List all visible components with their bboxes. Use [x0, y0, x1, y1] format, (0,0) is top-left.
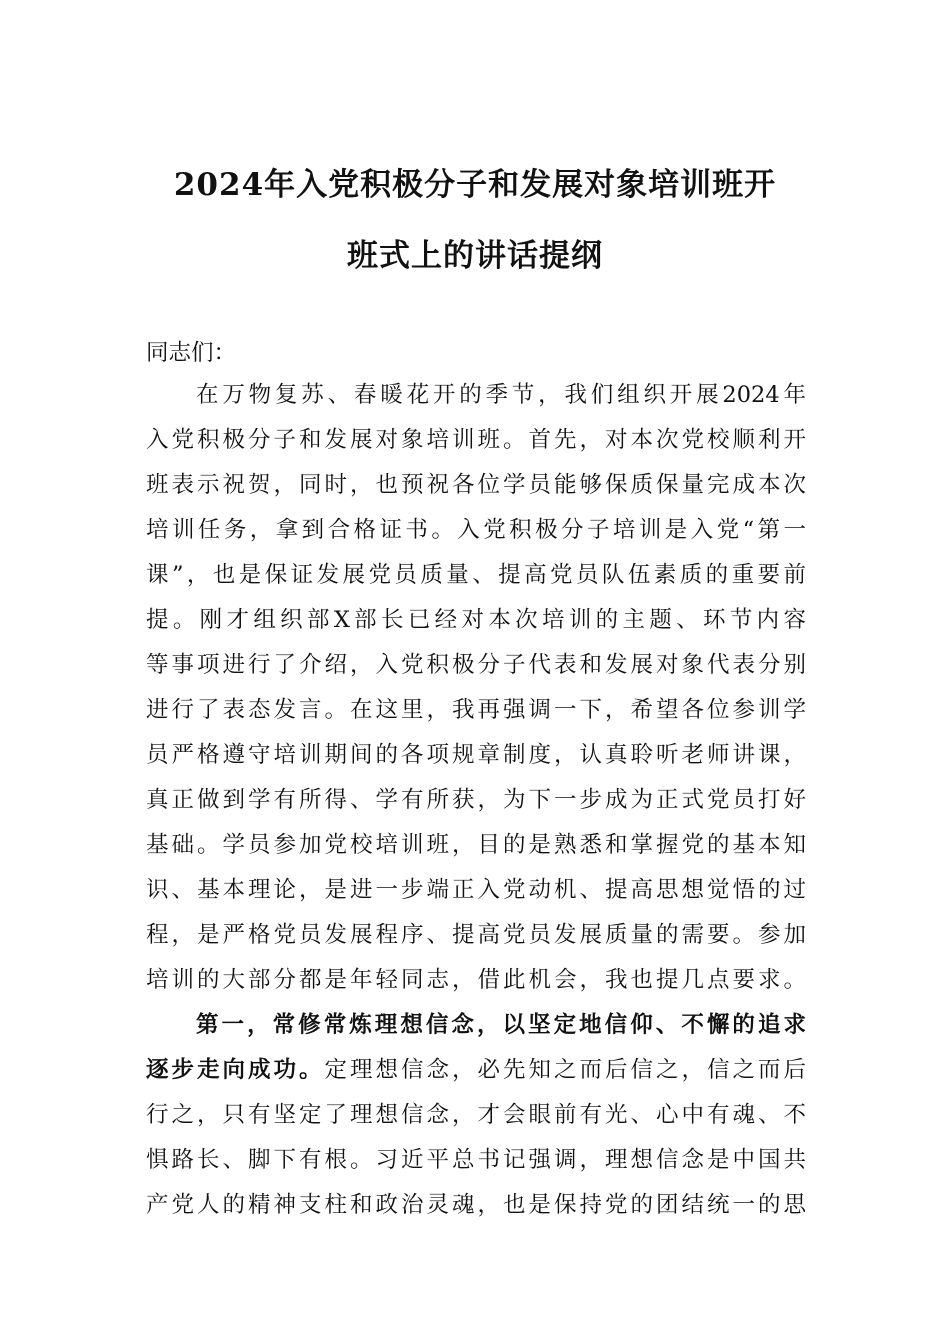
paragraph-2-line: 产党人的精神支柱和政治灵魂，也是保持党的团结统一的思	[146, 1192, 806, 1218]
paragraph-1-line: 提。刚才组织部X部长已经对本次培训的主题、环节内容	[146, 607, 806, 633]
paragraph-1-line: 等事项进行了介绍，入党积极分子代表和发展对象代表分别	[146, 652, 806, 678]
paragraph-1-line: 真正做到学有所得、学有所获，为下一步成为正式党员打好	[146, 787, 806, 813]
paragraph-2-line: 惧路长、脚下有根。习近平总书记强调，理想信念是中国共	[146, 1147, 806, 1173]
paragraph-1-line: 基础。学员参加党校培训班，目的是熟悉和掌握党的基本知	[146, 832, 806, 858]
document-title-line-1: 2024年入党积极分子和发展对象培训班开	[173, 167, 777, 203]
paragraph-1-line: 程，是严格党员发展程序、提高党员发展质量的需要。参加	[146, 922, 806, 948]
paragraph-1-line: 培训的大部分都是年轻同志，借此机会，我也提几点要求。	[146, 967, 806, 993]
paragraph-1-line: 在万物复苏、春暖花开的季节，我们组织开展2024年	[196, 382, 806, 408]
paragraph-2-heading-end: 逐步走向成功。	[146, 1057, 325, 1083]
paragraph-1-line: 班表示祝贺，同时，也预祝各位学员能够保质保量完成本次	[146, 472, 806, 498]
paragraph-2-heading: 第一，常修常炼理想信念，以坚定地信仰、不懈的追求	[196, 1012, 806, 1038]
paragraph-1-line: 课”，也是保证发展党员质量、提高党员队伍素质的重要前	[146, 562, 806, 588]
paragraph-1-line: 员严格遵守培训期间的各项规章制度，认真聆听老师讲课，	[146, 742, 806, 768]
paragraph-2-line: 行之，只有坚定了理想信念，才会眼前有光、心中有魂、不	[146, 1102, 806, 1128]
document-title-line-2: 班式上的讲话提纲	[347, 238, 603, 274]
paragraph-1-line: 进行了表态发言。在这里，我再强调一下，希望各位参训学	[146, 697, 806, 723]
paragraph-1-line: 入党积极分子和发展对象培训班。首先，对本次党校顺利开	[146, 427, 806, 453]
paragraph-2-line	[146, 1055, 806, 1085]
paragraph-1-line: 培训任务，拿到合格证书。入党积极分子培训是入党“第一	[146, 517, 806, 543]
salutation: 同志们：	[146, 340, 237, 366]
paragraph-1-line: 识、基本理论，是进一步端正入党动机、提高思想觉悟的过	[146, 877, 806, 903]
paragraph-2-text: 定理想信念，必先知之而后信之，信之而后	[324, 1057, 806, 1083]
